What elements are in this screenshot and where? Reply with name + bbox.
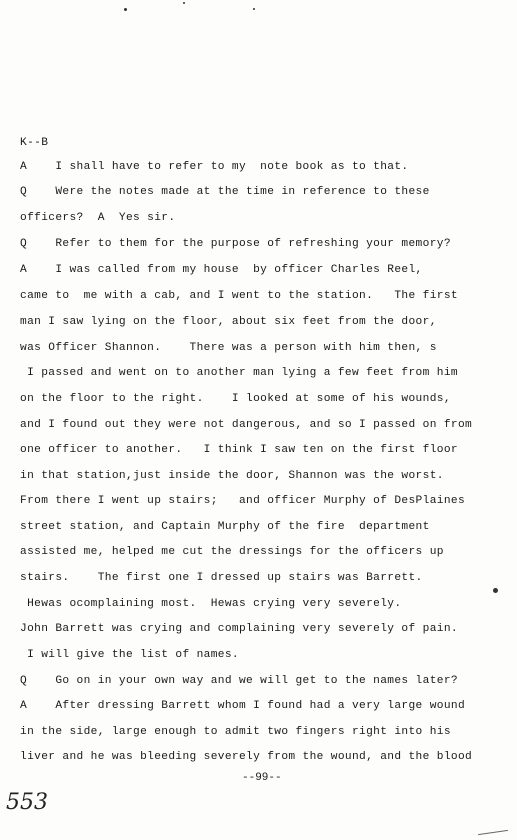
- text-line: man I saw lying on the floor, about six feet from the door,: [20, 316, 437, 328]
- text-line: street station, and Captain Murphy of the fire department: [20, 521, 430, 533]
- text-line: on the floor to the right. I looked at some of his wounds,: [20, 393, 451, 405]
- bottom-mark: [478, 830, 508, 835]
- ink-speck: [493, 588, 498, 593]
- text-line: in that station,just inside the door, Shannon was the worst.: [20, 470, 444, 482]
- text-line: Hewas ocomplaining most. Hewas crying very severely.: [20, 598, 402, 610]
- text-line: was Officer Shannon. There was a person with him then, s: [20, 342, 437, 354]
- text-line: From there I went up stairs; and officer Murphy of DesPlaines: [20, 495, 466, 507]
- ink-speck: [183, 2, 185, 4]
- page-number: --99--: [242, 772, 282, 784]
- handwritten-number: 553: [6, 790, 48, 815]
- text-line: came to me with a cab, and I went to the station. The first: [20, 290, 458, 302]
- text-line: stairs. The first one I dressed up stairs was Barrett.: [20, 572, 423, 584]
- text-line: Q Go on in your own way and we will get to the names later?: [20, 675, 458, 687]
- text-line: liver and he was bleeding severely from the wound, and the blood: [20, 751, 473, 763]
- text-line: one officer to another. I think I saw ten on the first floor: [20, 444, 458, 456]
- text-line: A I shall have to refer to my note book as to that.: [20, 161, 409, 173]
- text-line: A After dressing Barrett whom I found had a very large wound: [20, 700, 466, 712]
- text-line: John Barrett was crying and complaining very severely of pain.: [20, 623, 458, 635]
- text-line: in the side, large enough to admit two fingers right into his: [20, 726, 451, 738]
- text-line: A I was called from my house by officer Charles Reel,: [20, 264, 423, 276]
- ink-speck: [124, 8, 127, 11]
- text-line: officers? A Yes sir.: [20, 212, 176, 224]
- text-line: Q Were the notes made at the time in reference to these: [20, 186, 430, 198]
- text-line: I passed and went on to another man lying a few feet from him: [20, 367, 458, 379]
- text-line: Q Refer to them for the purpose of refreshing your memory?: [20, 238, 451, 250]
- ink-speck: [253, 8, 255, 10]
- text-line: K--B: [20, 137, 49, 149]
- text-line: I will give the list of names.: [20, 649, 239, 661]
- text-line: assisted me, helped me cut the dressings for the officers up: [20, 546, 444, 558]
- text-line: and I found out they were not dangerous, and so I passed on from: [20, 419, 473, 431]
